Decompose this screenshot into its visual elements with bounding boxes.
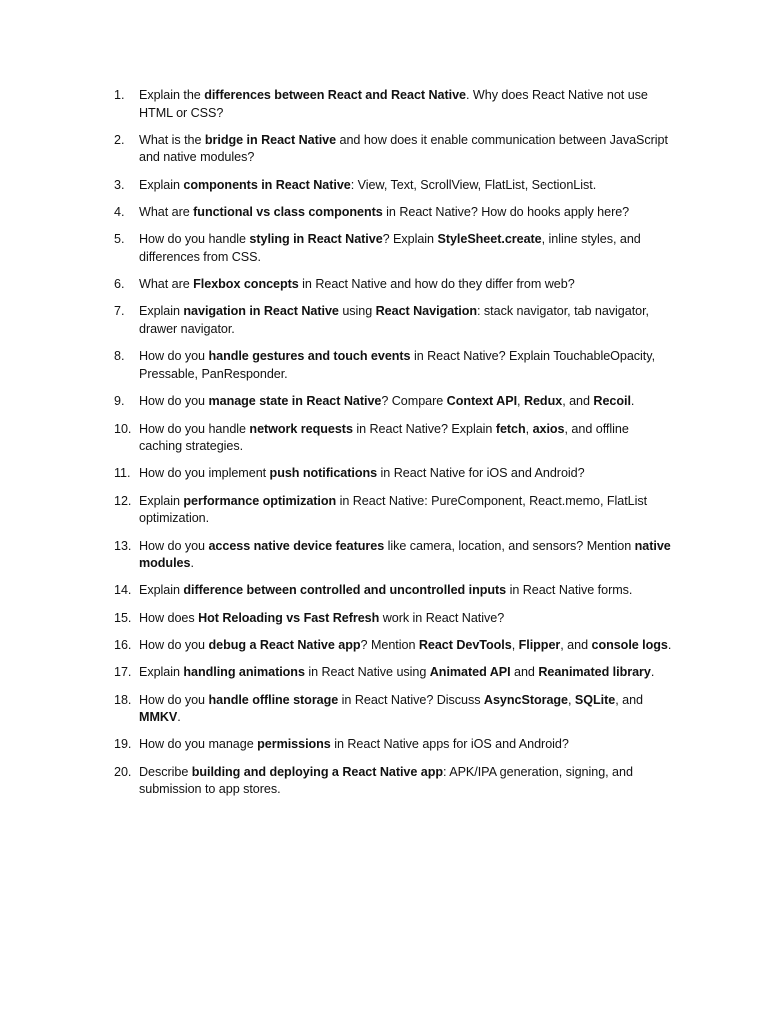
question-item (114, 692, 674, 727)
question-text-segment: , and (562, 394, 594, 409)
question-text-segment: How do you (139, 692, 209, 707)
question-bold-text: access native device features (208, 538, 385, 553)
question-number: 20. (114, 764, 132, 779)
question-bold-text: Flipper (518, 637, 561, 652)
question-text-segment: in React Native? How do hooks apply here? (382, 205, 630, 220)
question-number: 18. (114, 692, 132, 707)
question-text (139, 348, 674, 383)
question-text-segment: How do you handle (139, 232, 250, 247)
question-text-segment: What is the (139, 132, 205, 147)
question-item (114, 493, 674, 528)
question-text (139, 177, 674, 195)
question-text-segment: work in React Native? (379, 610, 505, 625)
question-text-segment: using (338, 304, 376, 319)
question-item (114, 276, 674, 294)
question-text (139, 637, 674, 655)
question-bold-text: console logs (591, 637, 668, 652)
question-number: 14. (114, 583, 132, 598)
question-text-segment: in React Native? Discuss (338, 692, 484, 707)
question-bold-text: axios (532, 421, 565, 436)
question-item (114, 303, 674, 338)
question-bold-text: differences between React and React Native (204, 88, 466, 102)
question-text-segment: . Why does React Native not use HTML or CSS? (139, 88, 648, 120)
question-text (139, 664, 674, 682)
question-item (114, 231, 674, 266)
question-number: 15. (114, 610, 132, 625)
question-number: 17. (114, 665, 132, 680)
question-text-segment: , and (615, 692, 643, 707)
question-number: 6. (114, 277, 125, 292)
question-number: 7. (114, 304, 125, 319)
question-bold-text: Recoil (593, 394, 631, 409)
question-text-segment: What are (139, 205, 194, 220)
question-bold-text: bridge in React Native (204, 132, 337, 147)
question-item (114, 348, 674, 383)
question-text-segment: How do you implement (139, 466, 270, 481)
question-item (114, 637, 674, 655)
question-bold-text: building and deploying a React Native app (191, 764, 444, 779)
question-text-segment: , inline styles, and differences from CSS. (139, 232, 641, 264)
question-bold-text: StyleSheet.create (437, 232, 542, 247)
question-text-segment: , (517, 394, 524, 409)
question-text-segment: . (190, 556, 194, 571)
question-text-segment: in React Native apps for iOS and Android? (330, 737, 569, 752)
question-number: 8. (114, 349, 125, 364)
question-text (139, 465, 674, 483)
question-bold-text: fetch (495, 421, 526, 436)
question-bold-text: Animated API (429, 665, 511, 680)
question-text-segment: , (568, 692, 575, 707)
question-text-segment: How do you (139, 538, 209, 553)
question-text-segment: , and offline caching strategies. (139, 421, 629, 454)
question-bold-text: push notifications (269, 466, 378, 481)
question-text-segment: Explain (139, 493, 184, 508)
question-text-segment: What are (139, 277, 194, 292)
question-bold-text: manage state in React Native (208, 394, 382, 409)
question-list (114, 87, 674, 809)
question-bold-text: handling animations (183, 665, 305, 680)
question-text-segment: ? Mention (360, 637, 419, 652)
question-number: 16. (114, 637, 132, 652)
question-number: 5. (114, 232, 125, 247)
question-item (114, 87, 674, 122)
question-text (139, 87, 674, 122)
question-text-segment: in React Native? Explain (352, 421, 496, 436)
question-text (139, 231, 674, 266)
question-bold-text: SQLite (574, 692, 616, 707)
question-text-segment: in React Native using (304, 665, 430, 680)
question-item (114, 538, 674, 573)
question-text-segment: and how does it enable communication between JavaScript and native modules? (139, 132, 668, 165)
question-number: 12. (114, 493, 132, 508)
question-text-segment: Explain (139, 304, 184, 319)
question-text (139, 421, 674, 456)
question-text (139, 276, 674, 294)
question-item (114, 393, 674, 411)
question-number: 2. (114, 132, 125, 147)
question-text (139, 132, 674, 167)
question-text-segment: : stack navigator, tab navigator, drawer navigator. (139, 304, 650, 337)
question-text-segment: in React Native: PureComponent, React.memo, FlatList optimization. (139, 493, 648, 526)
question-text-segment: , (511, 637, 519, 652)
question-bold-text: debug a React Native app (208, 637, 361, 652)
question-item (114, 177, 674, 195)
question-bold-text: MMKV (139, 710, 178, 725)
question-bold-text: handle offline storage (208, 692, 339, 707)
question-text-segment: in React Native forms. (506, 583, 633, 598)
question-number: 9. (114, 394, 125, 409)
question-bold-text: React DevTools (418, 637, 512, 652)
question-number: 13. (114, 538, 132, 553)
question-text (139, 736, 674, 754)
question-item (114, 132, 674, 167)
question-bold-text: Flexbox concepts (193, 277, 299, 292)
question-text-segment: Explain (139, 665, 184, 680)
question-text-segment: and (510, 665, 539, 680)
question-text (139, 393, 674, 411)
question-text-segment: in React Native and how do they differ from web? (298, 277, 575, 292)
question-text-segment: . (177, 710, 181, 725)
question-text-segment: , and (560, 637, 592, 652)
question-text-segment: : APK/IPA generation, signing, and submission to app stores. (139, 764, 633, 797)
question-bold-text: React Navigation (375, 304, 478, 319)
question-number: 3. (114, 177, 125, 192)
question-bold-text: Redux (523, 394, 563, 409)
question-item (114, 204, 674, 222)
question-bold-text: Context API (446, 394, 518, 409)
question-bold-text: functional vs class components (193, 205, 383, 220)
question-text-segment: Explain the (139, 88, 205, 102)
question-text-segment: , (525, 421, 533, 436)
question-text (139, 303, 674, 338)
question-text (139, 493, 674, 528)
question-bold-text: Hot Reloading vs Fast Refresh (198, 610, 380, 625)
question-number: 11. (114, 466, 131, 481)
question-text-segment: Explain (139, 583, 184, 598)
question-text-segment: : View, Text, ScrollView, FlatList, SectionList. (350, 177, 597, 192)
question-text-segment: . (650, 665, 655, 680)
question-text-segment: in React Native for iOS and Android? (377, 466, 585, 481)
question-number: 1. (114, 88, 125, 102)
question-bold-text: native modules (139, 538, 671, 571)
question-text-segment: ? Explain (382, 232, 438, 247)
question-text-segment: Describe (139, 764, 192, 779)
question-bold-text: styling in React Native (249, 232, 383, 247)
question-text-segment: Explain (139, 177, 184, 192)
question-bold-text: navigation in React Native (183, 304, 339, 319)
question-text (139, 538, 674, 573)
question-item (114, 610, 674, 628)
question-text (139, 610, 674, 628)
question-text-segment: How do you (139, 637, 209, 652)
question-text-segment: . (630, 394, 635, 409)
question-text-segment: How do you handle (139, 421, 250, 436)
question-number: 10. (114, 421, 132, 436)
question-bold-text: AsyncStorage (483, 692, 569, 707)
question-text-segment: How does (139, 610, 199, 625)
question-bold-text: Reanimated library (538, 665, 651, 680)
question-text-segment: ? Compare (381, 394, 447, 409)
question-text-segment: How do you (139, 349, 209, 364)
question-item (114, 764, 674, 799)
question-item (114, 421, 674, 456)
question-item (114, 736, 674, 754)
question-text-segment: . (667, 637, 672, 652)
question-text (139, 204, 674, 222)
question-bold-text: handle gestures and touch events (208, 349, 411, 364)
question-text-segment: How do you manage (139, 737, 258, 752)
question-number: 19. (114, 737, 132, 752)
question-bold-text: permissions (257, 737, 331, 752)
question-text-segment: How do you (139, 394, 209, 409)
question-bold-text: network requests (249, 421, 353, 436)
question-item (114, 465, 674, 483)
question-bold-text: performance optimization (183, 493, 337, 508)
question-number: 4. (114, 205, 125, 220)
question-item (114, 664, 674, 682)
question-bold-text: difference between controlled and uncontrolled inputs (183, 583, 507, 598)
question-text (139, 582, 674, 600)
question-text (139, 692, 674, 727)
question-text-segment: in React Native? Explain TouchableOpacity, Pressable, PanResponder. (139, 349, 656, 381)
question-item (114, 582, 674, 600)
question-text (139, 764, 674, 799)
question-bold-text: components in React Native (183, 177, 351, 192)
question-text-segment: like camera, location, and sensors? Mention (384, 538, 635, 553)
